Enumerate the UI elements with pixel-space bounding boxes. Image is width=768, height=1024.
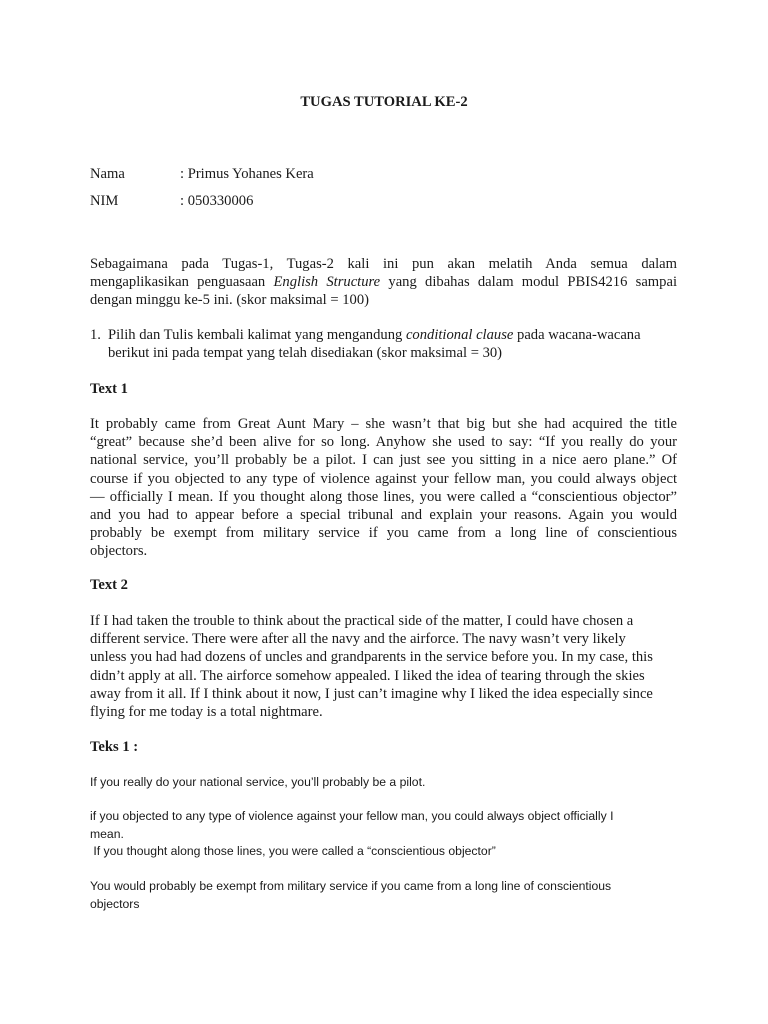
text-1-line: objectors. (90, 543, 148, 560)
question-1-line-1-start: Pilih dan Tulis kembali kalimat yang mengandung (108, 327, 406, 343)
answers-heading: Teks 1 : (90, 739, 139, 755)
text-1-line: course if you objected to any type of violence against your fellow man, you could always object (90, 470, 677, 487)
intro-paragraph (90, 255, 677, 310)
nim-row (90, 193, 253, 210)
name-label: Nama (90, 166, 125, 182)
text-2-line: different service. There were after all the navy and the airforce. The navy wasn’t very likely (90, 631, 626, 648)
intro-line-1: Sebagaimana pada Tugas-1, Tugas-2 kali ini pun akan melatih Anda semua dalam (90, 256, 677, 272)
answer-1: If you really do your national service, you’ll probably be a pilot. (90, 775, 426, 789)
intro-line-2-end: yang dibahas dalam modul PBIS4216 sampai (380, 274, 677, 291)
nim-value: : 050330006 (180, 193, 254, 209)
answer-2-line-2: mean. (90, 826, 124, 841)
text-2-line: If I had taken the trouble to think about the practical side of the matter, I could have chosen a (90, 613, 634, 629)
text-1-line: “great” because she’d been alive for so long. Anyhow she used to say: “If you really do your (90, 434, 677, 451)
text-1-line: probably be exempt from military service if you came from a long line of conscientious (90, 525, 677, 542)
intro-line-2-italic: English Structure (273, 274, 381, 291)
question-1-line-2: berikut ini pada tempat yang telah disediakan (skor maksimal = 30) (108, 345, 503, 362)
name-value: : Primus Yohanes Kera (180, 166, 314, 182)
text-1-line: It probably came from Great Aunt Mary – she wasn’t that big but she had acquired the title (90, 416, 677, 432)
text-2-heading: Text 2 (90, 577, 128, 593)
answer-2 (90, 808, 670, 843)
question-1-line-1-end: pada wacana-wacana (513, 327, 641, 343)
text-2-line: away from it all. If I think about it now, I just can’t imagine why I liked the idea especially since (90, 685, 653, 702)
text-1-line: — officially I mean. If you thought along those lines, you were called a “conscientious objector” (90, 488, 677, 505)
text-2-line: unless you had had dozens of uncles and grandparents in the service before you. In my case, this (90, 649, 653, 666)
text-2-paragraph (90, 612, 677, 721)
intro-line-3: dengan minggu ke-5 ini. (skor maksimal = 100) (90, 292, 369, 309)
answer-2-line-1: if you objected to any type of violence against your fellow man, you could always object officially I (90, 809, 614, 823)
text-2-line: didn’t apply at all. The airforce somehow appealed. I liked the idea of tearing through the skies (90, 667, 645, 684)
answer-4-line-2: objectors (90, 896, 140, 911)
text-2-line: flying for me today is a total nightmare. (90, 704, 323, 721)
name-row (90, 166, 314, 183)
text-1-line: national service, you’ll probably be a pilot. I can just see you sitting in a nice aero plane.” Of (90, 452, 677, 469)
intro-line-2 (90, 273, 677, 291)
text-1-heading: Text 1 (90, 381, 128, 397)
question-1-line-1-italic: conditional clause (405, 327, 514, 343)
question-1 (90, 326, 677, 362)
intro-line-2-start: mengaplikasikan penguasaan (90, 274, 274, 291)
text-1-line: and you had to appear before a special tribunal and explain your reasons. Again you would (90, 507, 677, 524)
answer-3: If you thought along those lines, you were called a “conscientious objector” (90, 844, 496, 858)
document-title: TUGAS TUTORIAL KE-2 (300, 94, 468, 110)
question-1-line-1 (108, 326, 677, 344)
text-1-paragraph (90, 415, 677, 561)
question-1-number: 1. (90, 327, 101, 343)
answer-4 (90, 878, 670, 913)
nim-label: NIM (90, 193, 119, 209)
answer-4-line-1: You would probably be exempt from military service if you came from a long line of conscientious (90, 879, 612, 893)
